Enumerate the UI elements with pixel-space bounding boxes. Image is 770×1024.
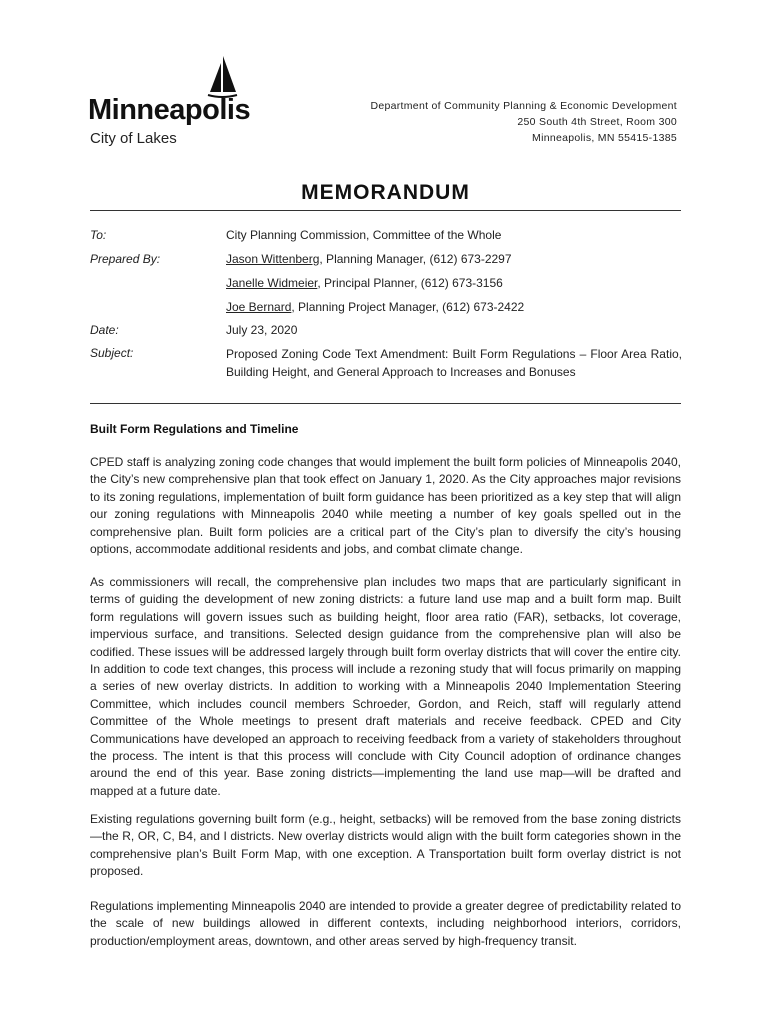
department-name: Department of Community Planning & Economic Development bbox=[370, 100, 677, 112]
title-divider bbox=[90, 210, 681, 211]
logo-city-name: Minneapolis bbox=[88, 94, 251, 126]
department-street: 250 South 4th Street, Room 300 bbox=[517, 116, 677, 128]
preparer-1-detail: , Planning Manager, (612) 673-2297 bbox=[319, 252, 512, 266]
preparer-3-name[interactable]: Joe Bernard bbox=[226, 300, 292, 314]
city-logo bbox=[88, 55, 251, 150]
body-paragraph-1: CPED staff is analyzing zoning code changes that would implement the built form policies of Minneapolis 2040, the City’s new comprehensive plan that took effect on January 1, 2020. As the City approaches major revisions to its zoning regulations, implementation of built form guidance has been prioritized as a key step that will align our zoning regulations with Minneapolis 2040 while meeting a number of key goals spelled out in the comprehensive plan. Built form policies are a critical part of the City’s plan to diversify the city’s housing options, accommodate additional residents and jobs, and combat climate change. bbox=[90, 455, 681, 557]
preparer-2-name[interactable]: Janelle Widmeier bbox=[226, 276, 318, 290]
prepared-by-label: Prepared By: bbox=[90, 252, 161, 266]
preparer-2-detail: , Principal Planner, (612) 673-3156 bbox=[317, 276, 503, 290]
to-value: City Planning Commission, Committee of the Whole bbox=[226, 228, 502, 242]
preparer-3 bbox=[226, 300, 524, 314]
subject-label: Subject: bbox=[90, 346, 134, 360]
section-heading: Built Form Regulations and Timeline bbox=[90, 422, 299, 436]
logo-tagline: City of Lakes bbox=[90, 130, 177, 147]
memo-title: MEMORANDUM bbox=[301, 181, 470, 204]
preparer-1 bbox=[226, 252, 512, 266]
to-label: To: bbox=[90, 228, 107, 242]
date-value: July 23, 2020 bbox=[226, 323, 298, 337]
department-address bbox=[370, 98, 677, 146]
preparer-3-detail: , Planning Project Manager, (612) 673-2422 bbox=[291, 300, 525, 314]
header-divider bbox=[90, 403, 681, 404]
preparer-2 bbox=[226, 276, 503, 290]
body-paragraph-4: Regulations implementing Minneapolis 2040 are intended to provide a greater degree of predictability related to the scale of new buildings allowed in different contexts, including neighborhood interiors, corridors, production/employment areas, downtown, and other areas served by high-frequency transit. bbox=[90, 899, 681, 948]
department-city: Minneapolis, MN 55415-1385 bbox=[532, 132, 677, 144]
date-label: Date: bbox=[90, 323, 119, 337]
body-paragraph-2: As commissioners will recall, the comprehensive plan includes two maps that are particularly significant in terms of guiding the development of new zoning districts: a future land use map and a built form map. Built form regulations will govern issues such as building height, floor area ratio (FAR), setbacks, lot coverage, impervious surface, and transitions. Selected design guidance from the comprehensive plan will also be codified. These issues will be addressed largely through built form overlay districts that will cover the entire city. In addition to code text changes, this process will include a rezoning study that will focus primarily on mapping a series of new overlay districts. In addition to working with a Minneapolis 2040 Implementation Steering Committee, which includes council members Schroeder, Gordon, and Reich, staff will regularly attend Committee of the Whole meetings to present draft materials and receive feedback. CPED and City Communications have developed an approach to receiving feedback from a variety of stakeholders throughout the process. The intent is that this process will conclude with City Council adoption of ordinance changes around the end of this year. Base zoning districts—implementing the land use map—will be drafted and mapped at a future date. bbox=[90, 575, 681, 798]
body-paragraph-3: Existing regulations governing built form (e.g., height, setbacks) will be removed from the base zoning districts—the R, OR, C, B4, and I districts. New overlay districts would align with the built form categories shown in the comprehensive plan’s Built Form Map, with one exception. A Transportation built form overlay district is not proposed. bbox=[90, 812, 681, 879]
preparer-1-name[interactable]: Jason Wittenberg bbox=[226, 252, 320, 266]
subject-value: Proposed Zoning Code Text Amendment: Built Form Regulations – Floor Area Ratio, Building Height, and General Approach to Increases and Bonuses bbox=[226, 347, 682, 379]
